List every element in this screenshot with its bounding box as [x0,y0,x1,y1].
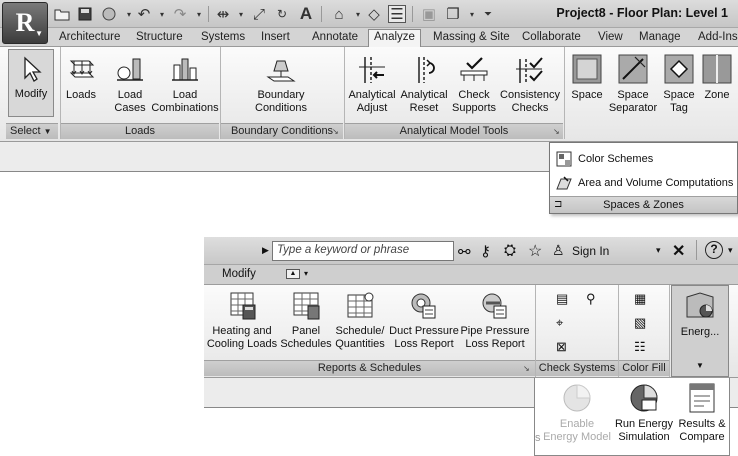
measure-icon[interactable]: ⇹ [216,6,230,23]
section-icon[interactable]: ◇ [368,6,380,23]
chevron-down-icon[interactable]: ▾ [238,9,243,19]
reports-panel-title: Reports & Schedules [317,362,422,374]
panel-divider [669,285,670,377]
modify-bar [204,265,738,285]
heating-cooling-loads-icon [227,291,257,321]
run-energy-simulation-button[interactable] [613,382,675,443]
duct-pressure-loss-report-button[interactable] [388,291,460,350]
panel-schedules-button[interactable] [280,291,332,350]
truncated-label: s [535,432,541,444]
exchange-apps-icon[interactable]: ✕ [672,243,686,260]
color-schemes-label: Color Schemes [578,153,654,165]
binoculars-icon[interactable]: ⚯ [458,244,471,261]
enable-energy-model-icon [561,382,593,414]
space-label: Space [571,89,603,101]
user-icon[interactable]: ♙ [552,242,565,258]
analytical-adjust-icon [357,55,387,85]
customize-toolbar-icon[interactable]: ⏷ [484,8,492,20]
select-panel-label: Select [10,125,41,137]
duct-pressure-loss-icon [409,291,439,321]
panel-divider [564,47,565,139]
duct-pressure-loss-label: Duct Pressure Loss Report [389,325,459,350]
spaces-zones-dropdown [549,142,738,214]
chevron-down-icon: ▼ [696,360,704,370]
analytical-reset-button[interactable] [398,55,450,114]
tab-systems[interactable]: Systems [201,31,246,43]
boundary-panel-title: Boundary Conditions [230,125,334,137]
select-panel-dropdown[interactable] [6,123,58,139]
revit-window-bottom [204,237,738,456]
app-logo-letter: R [15,8,35,37]
tab-annotate[interactable]: Annotate [312,31,359,43]
quick-access-toolbar [0,0,738,28]
energy-analysis-icon [684,290,716,322]
space-separator-label: Space Separator [608,89,658,114]
color-fill-panel-label: Color Fill [619,360,669,376]
consistency-checks-button[interactable] [498,55,562,114]
analytical-adjust-label: Analytical Adjust [348,89,396,114]
pipe-legend-icon[interactable]: ▧ [634,315,647,330]
boundary-conditions-label: Boundary Conditions [255,89,307,114]
schedule-quantities-label: Schedule/ Quantities [335,325,385,350]
panel-schedules-icon [291,291,321,321]
chevron-down-icon[interactable]: ▾ [728,245,733,255]
zone-label: Zone [704,89,730,101]
pipe-pressure-loss-report-button[interactable] [460,291,530,350]
loads-button[interactable] [62,55,100,102]
3d-view-icon[interactable]: ⌂ [334,5,344,23]
undo-icon[interactable]: ↶ [137,6,151,23]
color-fill-legend-icon[interactable]: ☷ [634,339,646,354]
window-title: Project8 - Floor Plan: Level 1 [556,6,728,20]
tag-icon[interactable]: ↻ [276,7,288,21]
pipe-pressure-loss-icon [480,291,510,321]
pin-icon[interactable]: ⊐ [554,199,563,210]
enable-energy-model-label: Enable Energy Model [543,418,611,443]
tab-manage[interactable]: Manage [639,31,681,43]
help-icon[interactable]: ? [705,241,723,259]
heating-cooling-loads-label: Heating and Cooling Loads [206,325,278,350]
area-volume-label: Area and Volume Computations [578,177,734,189]
analytical-reset-icon [409,55,439,85]
tab-insert[interactable]: Insert [261,31,290,43]
loads-panel-label: Loads [61,123,219,139]
boundary-conditions-icon [266,57,296,85]
check-pipe-systems-icon[interactable]: ⚲ [586,291,596,306]
zone-icon [701,53,733,85]
energy-analysis-dropdown [534,378,730,456]
search-input[interactable]: Type a keyword or phrase [272,241,454,261]
tab-analyze[interactable]: Analyze [368,29,421,47]
analytical-panel-title: Analytical Model Tools [399,125,509,137]
toolbar-divider [412,6,413,22]
load-cases-label: Load Cases [114,89,146,114]
chevron-down-icon[interactable]: ▾ [469,9,474,19]
check-supports-button[interactable] [450,55,498,114]
dialog-launcher-icon[interactable]: ↘ [523,364,530,373]
duct-legend-icon[interactable]: ▦ [634,291,647,306]
energy-analysis-button[interactable] [671,285,729,377]
minimize-ribbon-icon[interactable]: ▲ [286,269,300,279]
load-cases-button[interactable] [106,55,154,114]
check-duct-systems-icon[interactable]: ▤ [556,291,569,306]
analytical-reset-label: Analytical Reset [400,89,448,114]
schedule-quantities-button[interactable] [334,291,386,350]
space-tag-icon [663,53,695,85]
cursor-arrow-icon [20,56,42,82]
pipe-pressure-loss-label: Pipe Pressure Loss Report [460,325,530,350]
load-combinations-button[interactable] [150,55,220,114]
results-compare-icon [686,382,718,414]
boundary-conditions-button[interactable] [246,57,316,114]
analytical-model-tools-panel-label [345,123,563,139]
tab-view[interactable]: View [598,31,623,43]
consistency-checks-label: Consistency Checks [500,89,560,114]
color-schemes-item[interactable] [550,148,738,170]
check-supports-label: Check Supports [451,89,497,114]
application-menu-button[interactable] [2,2,48,44]
info-center-bar [204,237,738,265]
chevron-down-icon[interactable]: ▾ [196,9,201,19]
results-compare-button[interactable] [675,382,729,443]
aligned-dimension-icon[interactable]: ⤢ [252,5,265,23]
boundary-conditions-panel-label [221,123,343,139]
switch-windows-icon[interactable]: ❐ [446,6,460,23]
show-disconnects-icon[interactable]: ⊠ [556,339,567,354]
space-icon [571,53,603,85]
heating-cooling-loads-button[interactable] [206,291,278,350]
run-energy-simulation-icon [628,382,660,414]
sync-icon[interactable] [100,5,118,23]
ribbon-tab-bar [0,28,738,47]
enable-energy-model-button[interactable] [541,382,613,443]
analytical-adjust-button[interactable] [346,55,398,114]
close-hidden-icon[interactable]: ▣ [421,6,437,23]
spaces-zones-panel-label [550,196,737,213]
chevron-down-icon[interactable]: ▾ [355,9,360,19]
tab-massing-site[interactable]: Massing & Site [433,31,510,43]
toolbar-divider [696,240,697,260]
ribbon-analyze [0,47,738,142]
area-volume-icon [556,175,572,191]
load-cases-icon [115,55,145,85]
star-icon[interactable]: ☆ [528,243,543,260]
loads-icon [66,55,96,85]
tab-structure[interactable]: Structure [136,31,183,43]
run-energy-simulation-label: Run Energy Simulation [614,418,674,443]
tab-add-ins[interactable]: Add-Ins [698,31,738,43]
expand-arrow-icon[interactable]: ▶ [262,245,269,255]
chevron-down-icon[interactable]: ▾ [126,9,131,19]
space-tag-button[interactable] [660,53,698,114]
space-button[interactable] [568,53,606,102]
load-combinations-label: Load Combinations [151,89,219,114]
panel-schedules-label: Panel Schedules [280,325,332,350]
ribbon-analyze-right [204,285,738,378]
toolbar-divider [321,6,322,22]
area-volume-computations-item[interactable] [550,172,738,194]
modify-tab[interactable]: Modify [222,268,256,280]
check-circuits-icon[interactable]: ⌖ [556,315,564,330]
zone-button[interactable] [698,53,736,102]
redo-icon[interactable]: ↷ [173,6,187,23]
text-icon[interactable]: A [299,4,313,23]
space-separator-button[interactable] [606,53,660,114]
space-tag-label: Space Tag [663,89,695,114]
load-combinations-icon [170,55,200,85]
check-supports-icon [458,55,490,85]
toolbar-divider [208,6,209,22]
key-icon[interactable]: ⚷ [480,243,491,260]
chevron-down-icon: ▼ [35,29,43,38]
check-systems-panel-label: Check Systems [536,360,618,376]
chevron-down-icon[interactable]: ▾ [159,9,164,19]
chevron-down-icon: ▼ [43,127,52,136]
space-separator-icon [617,53,649,85]
reports-schedules-panel-label [204,360,535,376]
color-schemes-icon [556,151,572,167]
modify-label: Modify [14,88,48,100]
consistency-checks-icon [514,55,546,85]
save-icon[interactable] [76,5,94,23]
loads-label: Loads [66,89,96,101]
open-folder-icon[interactable] [53,5,71,23]
chevron-down-icon[interactable]: ▾ [656,245,661,255]
thin-lines-icon[interactable]: ☰ [388,5,406,23]
tab-architecture[interactable]: Architecture [59,31,121,43]
dialog-launcher-icon[interactable]: ↘ [332,127,339,136]
spaces-zones-title: Spaces & Zones [603,199,684,211]
satellite-icon[interactable]: ⛭ [504,242,517,259]
dialog-launcher-icon[interactable]: ↘ [553,127,560,136]
energy-analysis-label: Energ... [680,326,720,338]
schedule-quantities-icon [345,291,375,321]
tab-collaborate[interactable]: Collaborate [522,31,581,43]
chevron-down-icon[interactable]: ▾ [304,269,309,278]
results-compare-label: Results & Compare [678,418,726,443]
sign-in-label[interactable]: Sign In [572,244,610,258]
modify-button[interactable] [8,49,54,117]
